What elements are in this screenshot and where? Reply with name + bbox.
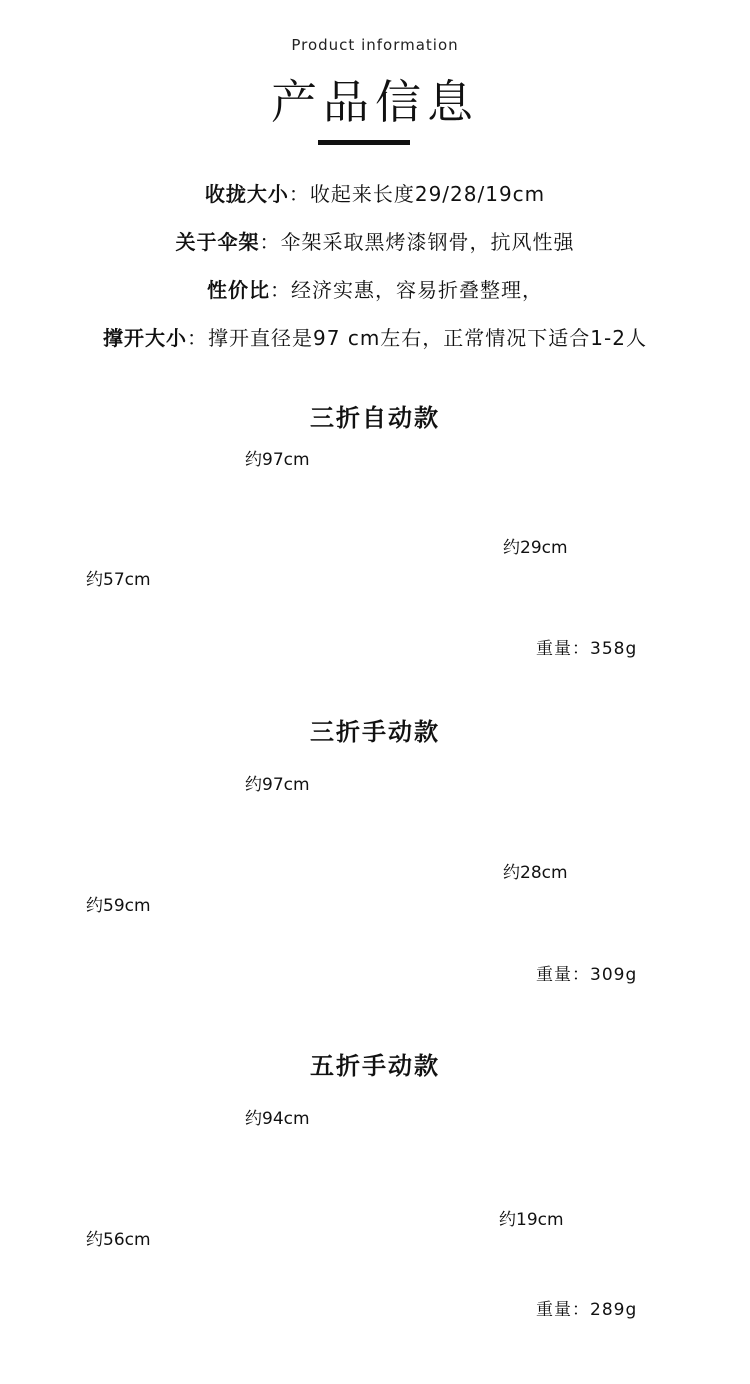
open-umbrella-icon <box>122 1109 416 1330</box>
model-title-three-fold-auto: 三折自动款 <box>310 404 440 432</box>
spec-value: 收起来长度29/28/19cm <box>309 182 546 206</box>
spec-colon: ： <box>187 326 209 350</box>
open-width-label: 约97cm <box>242 770 313 795</box>
open-height-label: 约57cm <box>86 565 151 590</box>
open-umbrella-icon <box>122 450 416 668</box>
spec-line-folded-size <box>0 178 750 207</box>
spec-value: 伞架采取黑烤漆钢骨，抗风性强 <box>280 230 575 254</box>
spec-colon: ： <box>270 278 291 302</box>
spec-label: 关于伞架 <box>175 230 260 254</box>
weight-label <box>536 634 637 659</box>
open-width-label: 约97cm <box>242 445 313 470</box>
spec-colon: ： <box>259 230 281 254</box>
spec-label: 撑开大小 <box>103 326 188 350</box>
spec-value: 撑开直径是97 cm左右，正常情况下适合1-2人 <box>208 326 647 350</box>
weight-value: 309g <box>590 965 638 985</box>
spec-line-frame <box>0 226 750 255</box>
spec-colon: ： <box>288 182 310 206</box>
page-title: 产品信息 <box>271 75 479 129</box>
spec-value: 经济实惠，容易折叠整理， <box>291 278 543 302</box>
weight-value: 358g <box>590 639 638 659</box>
weight-label <box>536 1295 637 1320</box>
weight-key: 重量： <box>536 965 590 985</box>
weight-key: 重量： <box>536 1300 590 1320</box>
weight-label <box>536 960 637 985</box>
weight-key: 重量： <box>536 639 590 659</box>
open-width-label: 约94cm <box>242 1104 313 1129</box>
spec-line-value <box>0 274 750 303</box>
folded-length-label: 约28cm <box>503 858 568 883</box>
folded-length-label: 约19cm <box>499 1205 564 1230</box>
folded-length-label: 约29cm <box>503 533 568 558</box>
open-height-label: 约59cm <box>86 891 151 916</box>
open-height-label: 约56cm <box>86 1225 151 1250</box>
spec-label: 性价比 <box>207 278 270 302</box>
model-title-five-fold-manual: 五折手动款 <box>310 1052 440 1080</box>
page-subtitle: Product information <box>291 36 459 54</box>
spec-label: 收拢大小 <box>204 182 289 206</box>
weight-value: 289g <box>590 1300 638 1320</box>
spec-line-open-size <box>0 322 750 351</box>
title-underline <box>318 140 410 145</box>
open-umbrella-icon <box>122 775 416 995</box>
model-title-three-fold-manual: 三折手动款 <box>310 718 440 746</box>
